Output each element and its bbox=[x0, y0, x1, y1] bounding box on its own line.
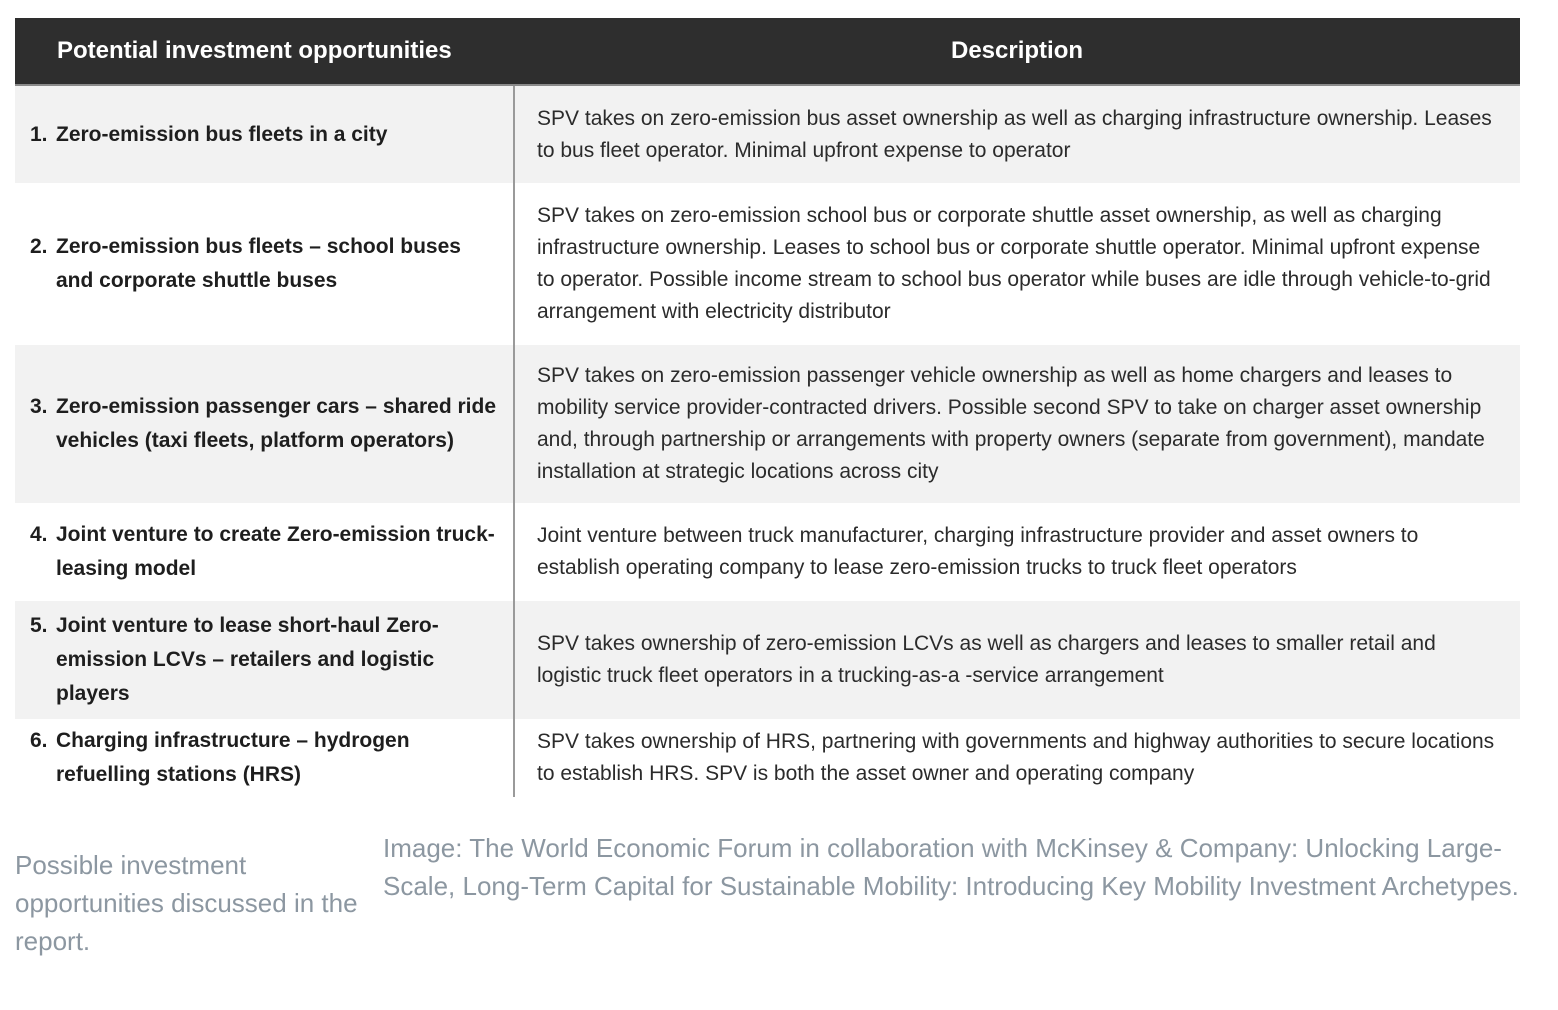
description-cell: SPV takes on zero-emission passenger vehicle ownership as well as home chargers and leases to mobility service provider-contracted drivers. Possible second SPV to take on charger asset ownership and, through partnership or arrangements with property owners (separate from government), mandate installation at strategic locations across city bbox=[514, 345, 1520, 503]
opportunity-label: Charging infrastructure – hydrogen refuelling stations (HRS) bbox=[56, 729, 410, 786]
table-row bbox=[15, 719, 1520, 797]
description-cell: SPV takes on zero-emission school bus or corporate shuttle asset ownership, as well as charging infrastructure ownership. Leases to school bus or corporate shuttle operator. Minimal upfront expense to operator. Possible income stream to school bus operator while buses are idle through vehicle-to-grid arrangement with electricity distributor bbox=[514, 183, 1520, 345]
opportunity-cell bbox=[15, 345, 514, 503]
description-cell: SPV takes on zero-emission bus asset ownership as well as charging infrastructure ownership. Leases to bus fleet operator. Minimal upfront expense to operator bbox=[514, 85, 1520, 183]
opportunity-label: Joint venture to lease short-haul Zero-emission LCVs – retailers and logistic players bbox=[56, 614, 439, 705]
row-number: 2. bbox=[30, 235, 48, 258]
table-row bbox=[15, 85, 1520, 183]
investment-opportunities-table bbox=[15, 18, 1520, 797]
header-opportunities: Potential investment opportunities bbox=[15, 18, 514, 85]
header-description: Description bbox=[514, 18, 1520, 85]
opportunity-cell bbox=[15, 183, 514, 345]
opportunity-label: Zero-emission passenger cars – shared ride vehicles (taxi fleets, platform operators) bbox=[56, 395, 497, 452]
opportunity-label: Joint venture to create Zero-emission truck-leasing model bbox=[56, 523, 495, 580]
row-number: 1. bbox=[30, 122, 48, 146]
table-row bbox=[15, 345, 1520, 503]
row-number: 4. bbox=[30, 523, 48, 546]
table-header-row bbox=[15, 18, 1520, 85]
table-row bbox=[15, 183, 1520, 345]
description-cell: SPV takes ownership of HRS, partnering with governments and highway authorities to secure locations to establish HRS. SPV is both the asset owner and operating company bbox=[514, 719, 1520, 797]
opportunity-label: Zero-emission bus fleets in a city bbox=[56, 122, 388, 146]
row-number: 6. bbox=[30, 729, 48, 752]
opportunity-cell bbox=[15, 503, 514, 601]
description-cell: SPV takes ownership of zero-emission LCVs as well as chargers and leases to smaller retail and logistic truck fleet operators in a trucking-as-a -service arrangement bbox=[514, 601, 1520, 719]
opportunity-label: Zero-emission bus fleets – school buses and corporate shuttle buses bbox=[56, 235, 461, 292]
row-number: 5. bbox=[30, 614, 48, 637]
opportunity-cell bbox=[15, 719, 514, 797]
opportunity-cell bbox=[15, 85, 514, 183]
table-row bbox=[15, 601, 1520, 719]
image-credit: Image: The World Economic Forum in collaboration with McKinsey & Company: Unlocking Large-Scale, Long-Term Capital for Sustainable Mobility: Introducing Key Mobility Investment Archetypes. bbox=[383, 833, 1519, 901]
figure-caption: Possible investment opportunities discussed in the report. bbox=[15, 850, 358, 956]
description-cell: Joint venture between truck manufacturer, charging infrastructure provider and asset owners to establish operating company to lease zero-emission trucks to truck fleet operators bbox=[514, 503, 1520, 601]
row-number: 3. bbox=[30, 395, 48, 418]
table-row bbox=[15, 503, 1520, 601]
investment-table-figure bbox=[15, 18, 1520, 796]
opportunity-cell bbox=[15, 601, 514, 719]
